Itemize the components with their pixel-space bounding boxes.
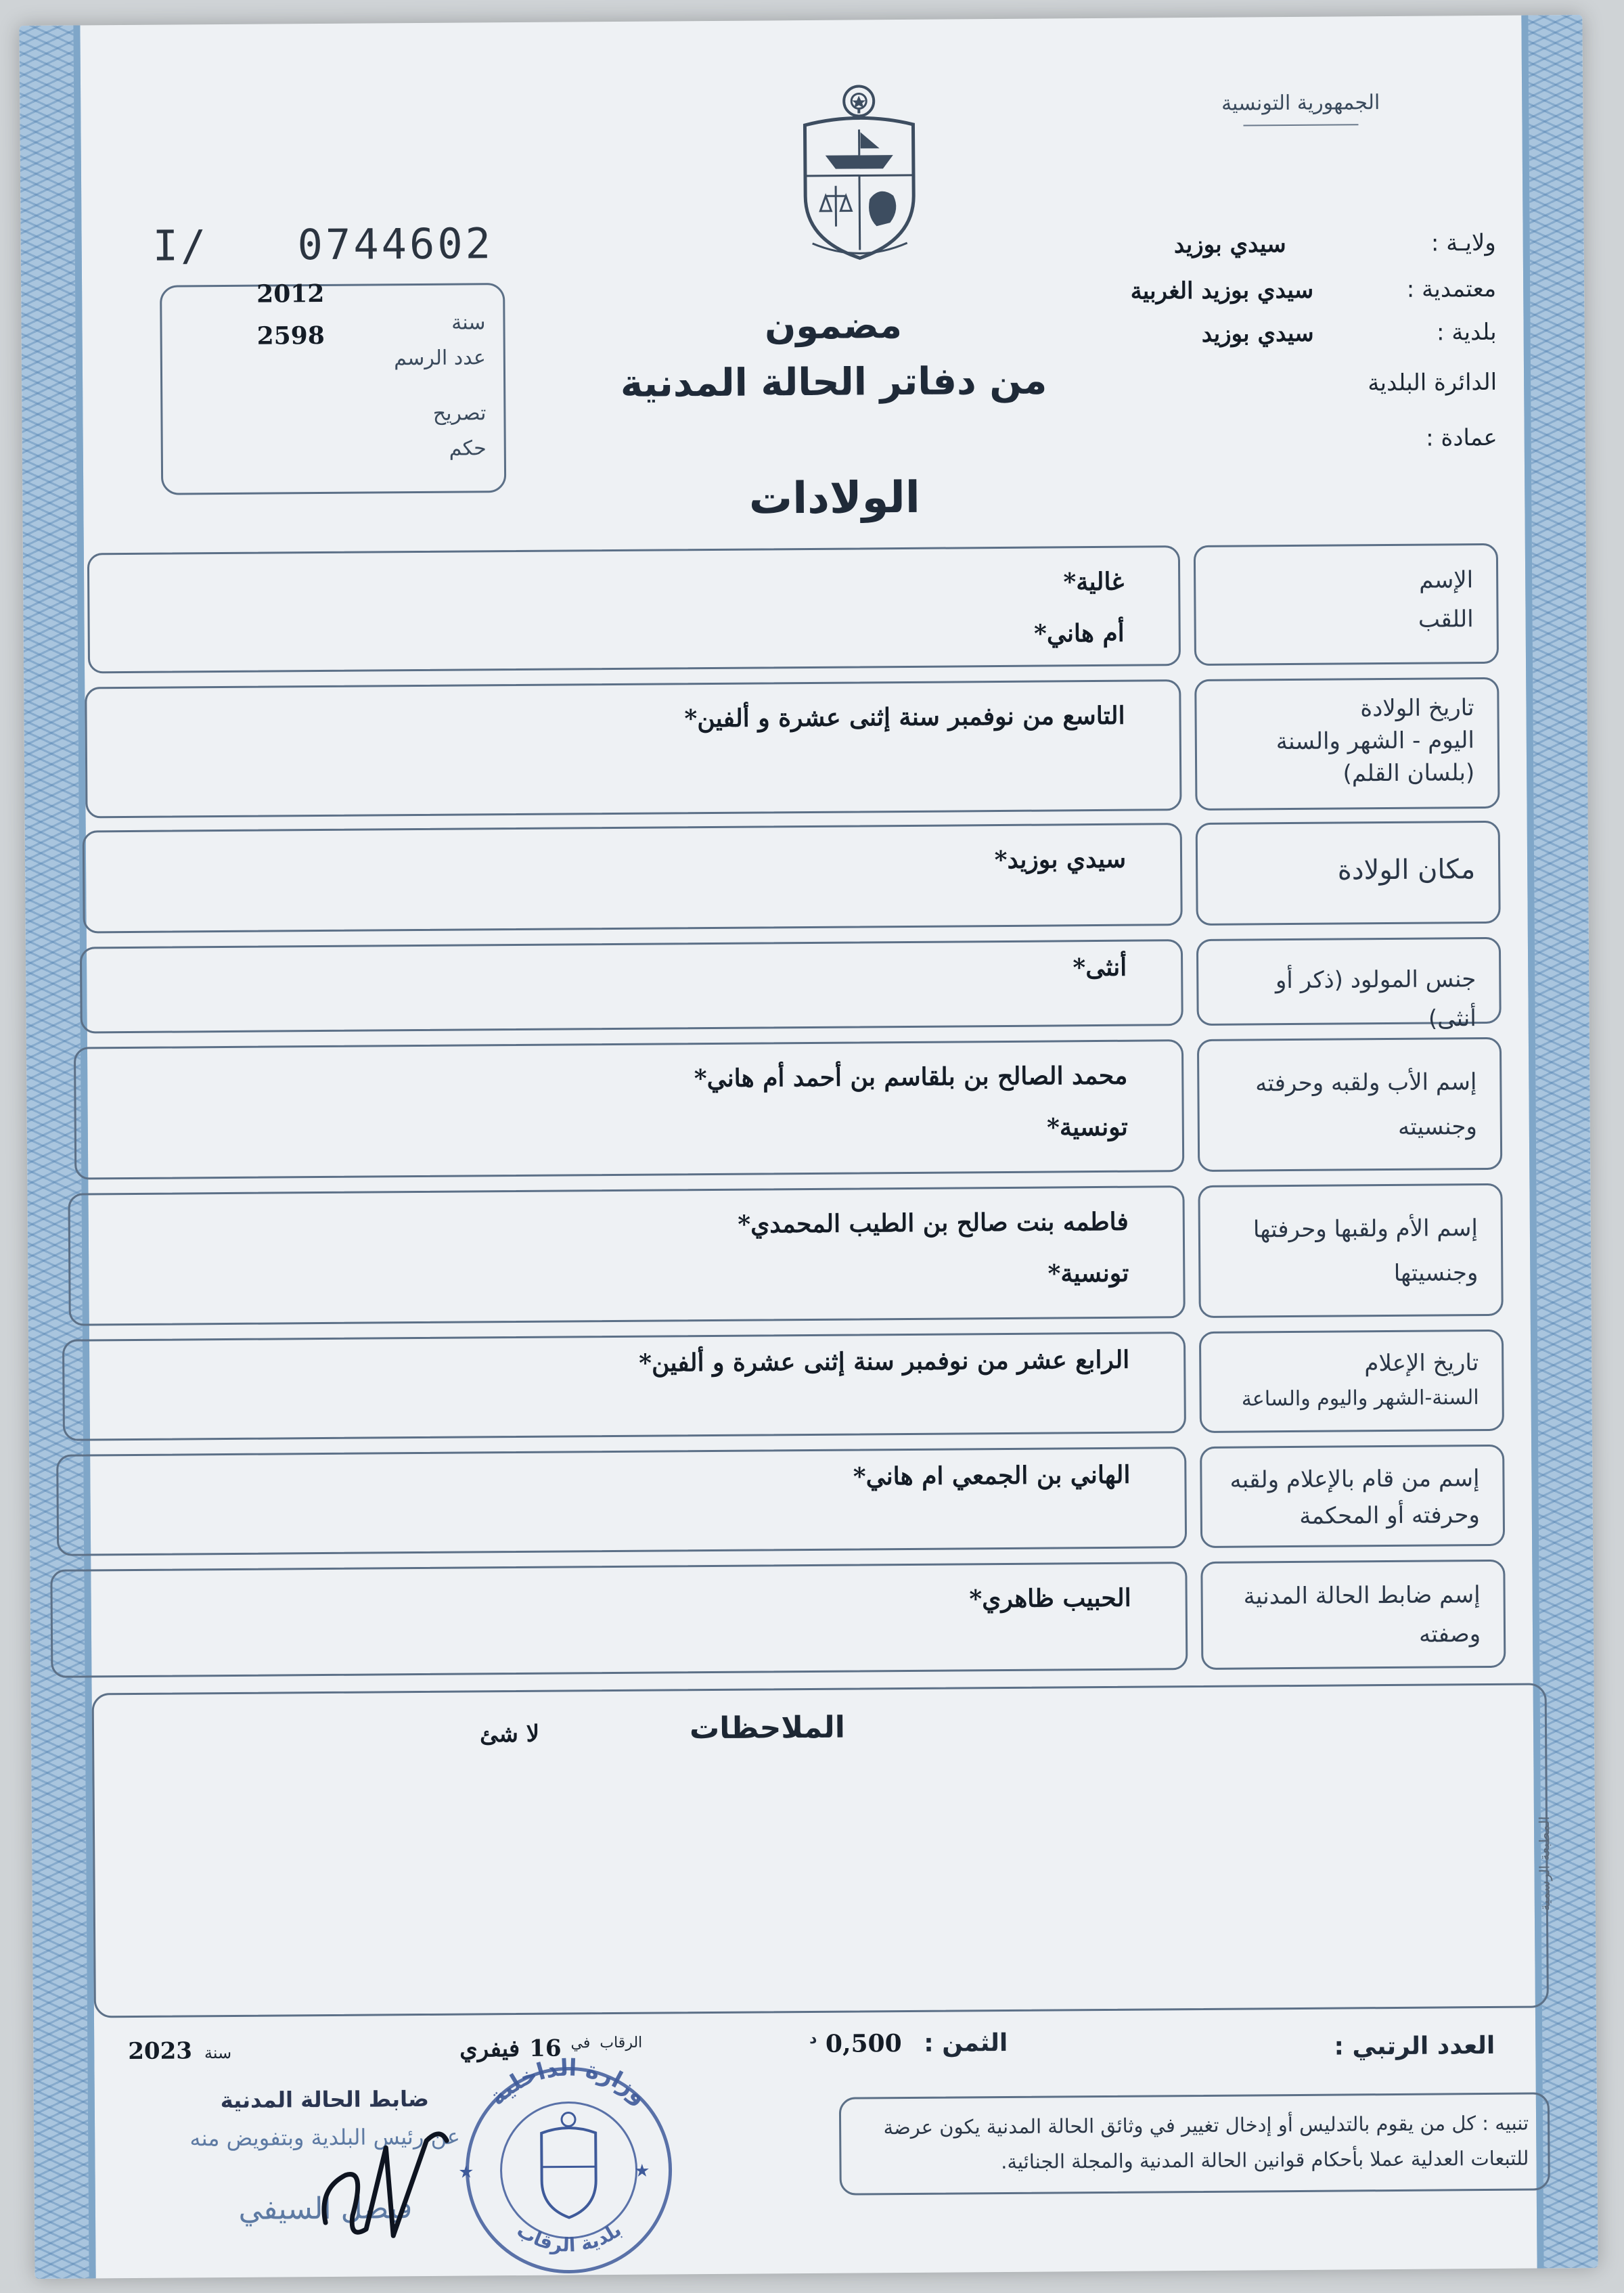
value-line: الحبيب ظاهري* xyxy=(969,1583,1131,1614)
value-line: فاطمه بنت صالح بن الطيب المحمدي* xyxy=(738,1207,1129,1239)
row-value-sex xyxy=(80,939,1183,1033)
value-line: أم هاني* xyxy=(1033,618,1125,648)
header-divider xyxy=(1243,124,1358,126)
admin-value: سيدي بوزيد xyxy=(1201,319,1314,348)
ordinal-label: العدد الرتبي : xyxy=(1334,2031,1495,2061)
row-value-declaration-date xyxy=(62,1332,1186,1441)
signature-icon xyxy=(304,2120,468,2257)
serial-prefix: I/ xyxy=(152,221,209,271)
year-value: 2023 xyxy=(128,2037,193,2066)
label-line: مكان الولادة xyxy=(1337,854,1476,886)
svg-text:بلدية الرقاب xyxy=(513,2219,626,2257)
officer-role: ضابط الحالة المدنية xyxy=(220,2085,430,2114)
title-line-1: مضمون xyxy=(764,304,903,348)
label-line: وجنسيتها xyxy=(1393,1259,1479,1287)
year-label: سنة xyxy=(204,2043,232,2063)
number-value: 2598 xyxy=(256,321,325,350)
officer-title: عن رئيس البلدية وبتفويض منه xyxy=(189,2123,461,2152)
value-line: أنثى* xyxy=(1073,953,1127,982)
price-label: الثمن : xyxy=(924,2028,1008,2058)
printer-mark-text: المطبعة الرسمية xyxy=(1535,1816,1553,1911)
notes-value: لا شئ xyxy=(479,1720,540,1748)
issue-year xyxy=(128,2037,231,2065)
admin-label: الدائرة البلدية xyxy=(1368,368,1497,397)
declaration-label: تصريح xyxy=(432,401,487,426)
value-line: تونسية* xyxy=(1046,1112,1128,1142)
label-line: إسم من قام بالإعلام ولقبه xyxy=(1230,1465,1480,1494)
row-label-name xyxy=(1194,543,1499,666)
day-value: 16 xyxy=(529,2035,562,2062)
label-line: الإسم xyxy=(1419,566,1474,594)
warning-text: تنبيه : كل من يقوم بالتدليس أو إدخال تغيير في وثائق الحالة المدنية يكون عرضة للتبعات العدلية عملا بأحكام قوانين الحالة المدنية والمجلة الجنائية. xyxy=(883,2111,1529,2174)
label-line: (بلسان القلم) xyxy=(1343,759,1475,788)
row-value-father xyxy=(74,1039,1184,1179)
label-line: اللقب xyxy=(1418,606,1474,633)
issue-place: الرقاب xyxy=(600,2034,643,2052)
row-value-declarant xyxy=(56,1447,1187,1556)
admin-label: معتمدية : xyxy=(1406,275,1497,303)
row-value-birth-date xyxy=(85,679,1181,818)
row-label-declaration-date xyxy=(1199,1330,1504,1433)
month-value: فيفري xyxy=(459,2035,520,2063)
admin-value: سيدي بوزيد الغربية xyxy=(1130,276,1314,305)
svg-text:★: ★ xyxy=(458,2162,474,2183)
price-unit: د xyxy=(809,2030,817,2048)
registry-box xyxy=(160,279,506,495)
row-label-father xyxy=(1197,1037,1502,1172)
row-label-birth-place xyxy=(1196,821,1501,926)
admin-label: بلدية : xyxy=(1436,318,1497,346)
label-line: السنة-الشهر واليوم والساعة xyxy=(1241,1386,1479,1411)
registry-values xyxy=(256,273,325,357)
row-label-declarant xyxy=(1200,1445,1505,1548)
year-label: سنة xyxy=(451,311,486,335)
row-value-mother xyxy=(68,1185,1185,1326)
admin-row-sector xyxy=(942,411,1497,469)
value-line: الرابع عشر من نوفمبر سنة إثنى عشرة و ألفين* xyxy=(639,1345,1130,1378)
admin-row-governorate xyxy=(941,219,1495,271)
notes-label: الملاحظات xyxy=(689,1710,845,1746)
svg-text:★: ★ xyxy=(634,2160,650,2181)
label-line: وصفته xyxy=(1418,1620,1481,1648)
admin-value: سيدي بوزيد xyxy=(1173,231,1286,259)
row-label-officer xyxy=(1200,1560,1506,1670)
value-line: سيدي بوزيد* xyxy=(994,844,1127,875)
stamp-bottom-text: بلدية الرقاب xyxy=(513,2219,626,2256)
row-value-birth-place xyxy=(83,823,1183,933)
price-value: 0,500 xyxy=(825,2029,902,2058)
year-value: 2012 xyxy=(256,279,325,309)
officer-name: فيصل السيفي xyxy=(238,2191,413,2227)
admin-label: ولايـة : xyxy=(1430,229,1496,257)
admin-label: عمادة : xyxy=(1426,424,1497,452)
coat-of-arms-icon xyxy=(798,81,921,271)
label-line: تاريخ الإعلام xyxy=(1364,1349,1479,1378)
row-label-mother xyxy=(1198,1183,1503,1318)
stamp-top-text: وزارة الداخلية xyxy=(483,2054,653,2112)
label-line: إسم الأب ولقبه وحرفته xyxy=(1255,1068,1477,1097)
value-line: محمد الصالح بن بلقاسم بن أحمد أم هاني* xyxy=(694,1061,1128,1093)
value-line: الهاني بن الجمعي ام هاني* xyxy=(853,1460,1131,1491)
label-line: جنس المولود (ذكر أو أنثى) xyxy=(1275,966,1476,1032)
label-line: اليوم - الشهر والسنة xyxy=(1276,727,1474,756)
republic-label: الجمهورية التونسية xyxy=(1221,91,1380,116)
number-label: عدد الرسم xyxy=(394,346,486,371)
official-stamp-icon xyxy=(446,2051,691,2276)
row-label-birth-date xyxy=(1194,677,1499,811)
notes-box xyxy=(92,1683,1549,2018)
row-label-sex xyxy=(1196,937,1502,1032)
title-line-2: من دفاتر الحالة المدنية xyxy=(620,359,1047,406)
judgment-label: حكم xyxy=(449,436,487,461)
row-value-officer xyxy=(50,1562,1188,1678)
serial-value: 0744602 xyxy=(297,219,494,270)
registry-labels xyxy=(394,305,487,467)
value-line: تونسية* xyxy=(1047,1258,1129,1288)
republic-header xyxy=(1221,91,1380,127)
section-title: الولادات xyxy=(748,472,920,524)
price xyxy=(809,2028,1008,2058)
birth-certificate-document xyxy=(19,15,1598,2279)
document-title xyxy=(495,302,1172,407)
label-line: تاريخ الولادة xyxy=(1360,694,1474,723)
label-line: وجنسيته xyxy=(1397,1113,1477,1141)
value-line: التاسع من نوفمبر سنة إثنى عشرة و ألفين* xyxy=(684,701,1125,733)
label-line: وحرفته أو المحكمة xyxy=(1299,1501,1480,1530)
value-line: غالية* xyxy=(1063,567,1125,597)
label-line: إسم ضابط الحالة المدنية xyxy=(1243,1581,1481,1610)
label-line: إسم الأم ولقبها وحرفتها xyxy=(1253,1214,1479,1244)
date-prefix: في xyxy=(570,2035,591,2052)
serial-number xyxy=(152,219,493,271)
warning-box xyxy=(839,2092,1550,2195)
row-value-name xyxy=(87,545,1181,673)
printer-mark xyxy=(1524,1788,1559,2004)
